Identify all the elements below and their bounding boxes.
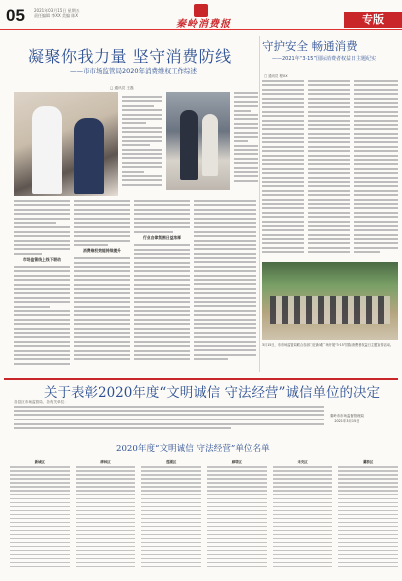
honor-list: [10, 458, 398, 576]
photo-315-event: [262, 262, 398, 340]
photo-inspection: [14, 92, 118, 196]
left-body-col-2: [74, 200, 130, 363]
photo-caption: 3月15日，市市场监管局联合各部门在新城广场开展“3·15”国际消费者权益日主题宣传活动。: [262, 343, 394, 347]
section-rule: [4, 378, 398, 380]
issue-line-1: 2021年03月15日 星期五: [34, 8, 80, 13]
left-headline: 凝聚你我力量 坚守消费防线: [28, 47, 232, 66]
honor-group-label: 灞桥区: [363, 460, 374, 464]
left-subhead-2: 消费维权效能持续提升: [83, 248, 121, 254]
left-subtitle: ——市市场监管局2020年消费维权工作综述: [70, 67, 198, 75]
notice-issuer: 秦岭市市场监督管理局: [330, 414, 364, 418]
right-body-col-2: [308, 80, 350, 256]
notice-date: 2021年3月15日: [334, 418, 360, 423]
honor-list-column: [76, 458, 136, 576]
notice-title: 关于表彰2020年度“文明诚信 守法经营”诚信单位的决定: [44, 385, 380, 401]
left-body-col-1: [14, 200, 70, 367]
left-text-col-b: [234, 92, 258, 184]
issue-meta: [34, 8, 104, 18]
honor-list-title: 2020年度“文明诚信 守法经营”单位名单: [116, 444, 270, 454]
notice-signature: [330, 414, 364, 423]
notice-body: [14, 406, 324, 431]
honor-list-column: [273, 458, 333, 576]
column-divider: [259, 36, 260, 372]
page-number: 05: [6, 6, 25, 25]
photo-market-visit: [166, 92, 230, 190]
right-body-col-1: [262, 80, 304, 256]
section-banner: 专版: [344, 12, 402, 28]
left-byline: □ 通讯员 王磊: [110, 86, 134, 90]
left-subhead-3: 行业自律氛围日益浓厚: [143, 235, 181, 241]
left-body-col-3: [134, 200, 190, 363]
honor-list-column: [207, 458, 267, 576]
logo-text: 秦岭消费报: [176, 19, 231, 30]
right-body-col-3: [354, 80, 398, 256]
honor-group-label: 未央区: [297, 460, 308, 464]
honor-list-column: [141, 458, 201, 576]
honor-group-label: 碑林区: [100, 460, 111, 464]
honor-group-label: 雁塔区: [231, 460, 242, 464]
left-body-col-4: [194, 200, 256, 362]
honor-group-label: 莲湖区: [166, 460, 177, 464]
right-byline: □ 通讯员 程XX: [264, 74, 288, 78]
left-subhead-1: 市场监管线上线下联动: [23, 257, 61, 263]
honor-group-label: 新城区: [34, 460, 45, 464]
right-headline: 守护安全 畅通消费: [262, 39, 358, 53]
right-subtitle: ——2021年“3·15”国际消费者权益日主题纪实: [272, 56, 377, 62]
honor-list-column: [10, 458, 70, 576]
notice-salutation: 各县区市场监管局、各有关单位：: [14, 400, 68, 404]
masthead: [0, 0, 402, 30]
issue-line-2: 责任编辑 李XX 美编 陈X: [34, 13, 79, 18]
newspaper-logo: [172, 4, 238, 30]
left-text-col-a: [122, 96, 162, 188]
honor-list-column: [338, 458, 398, 576]
